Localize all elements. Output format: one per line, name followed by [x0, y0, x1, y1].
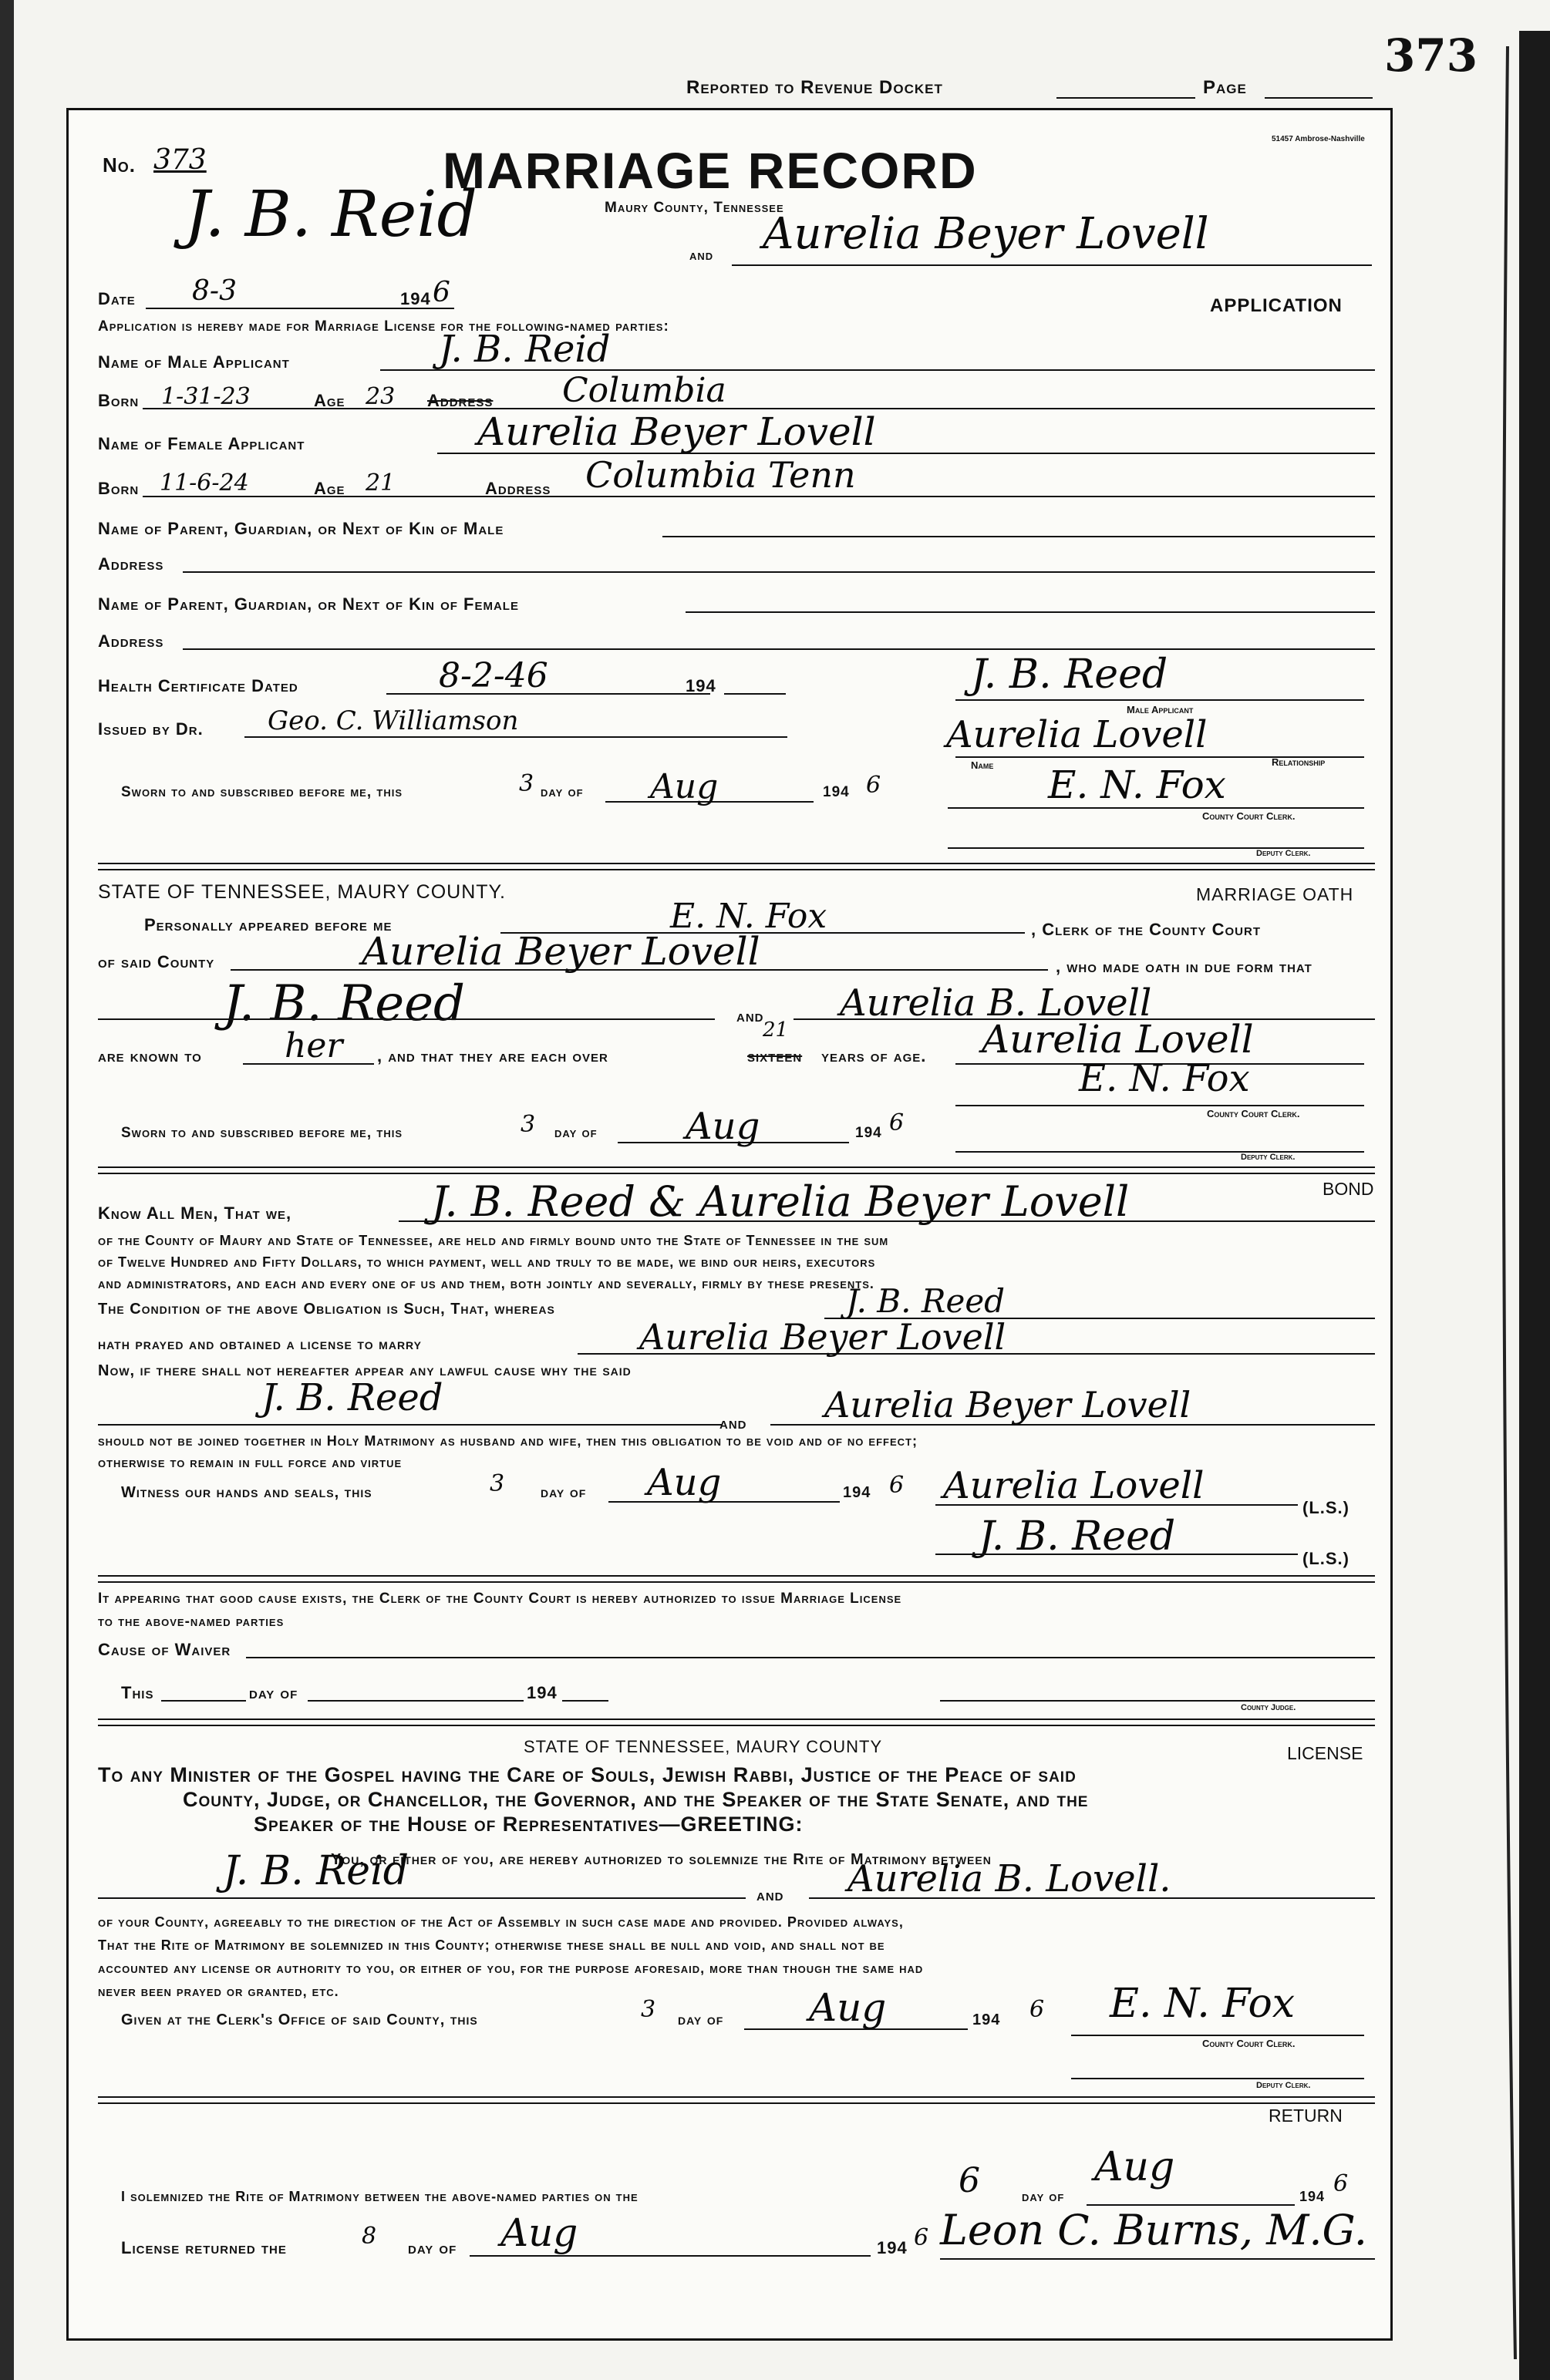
license-groom-line: [98, 1897, 746, 1899]
of-said-label: of said County: [98, 952, 215, 971]
oath-sworn-label: Sworn to and subscribed before me, this: [121, 1125, 403, 1141]
parent-male-address-label: Address: [98, 554, 164, 574]
male-applicant-caption: Male Applicant: [1127, 704, 1194, 715]
age-value: 21: [763, 1018, 789, 1042]
parent-male-label: Name of Parent, Guardian, or Next of Kin of Male: [98, 519, 504, 538]
waiver-day-line: [308, 1700, 524, 1702]
male-born-label: Born: [98, 391, 140, 410]
oath-and-label: and: [736, 1006, 764, 1025]
now-label: Now, if there shall not hereafter appear any lawful cause why the said: [98, 1362, 632, 1379]
otherwise-label: otherwise to remain in full force and virtue: [98, 1455, 403, 1470]
app-deputy-caption: Deputy Clerk.: [1256, 849, 1311, 858]
application-section: APPLICATION: [1210, 295, 1343, 316]
divider-4: [98, 1719, 1375, 1726]
oath-sworn-month: Aug: [686, 1105, 760, 1148]
bond-line-3: and administrators, and each and every one of us and them, both jointly and severally, firmly by these presents.: [98, 1276, 874, 1291]
male-applicant-signature: J. B. Reed: [971, 651, 1168, 698]
witness-year: 194: [843, 1484, 871, 1501]
given-day: 3: [641, 1996, 656, 2023]
form-code: 51457 Ambrose-Nashville: [1272, 135, 1365, 143]
bond-signature-1: Aurelia Lovell: [943, 1464, 1205, 1507]
known-label: are known to: [98, 1046, 202, 1065]
female-born-value: 11-6-24: [160, 470, 249, 497]
ls-label-2: (L.S.): [1302, 1549, 1350, 1568]
license-groom: J. B. Reid: [223, 1848, 409, 1894]
bond-sig1-line: [935, 1504, 1298, 1506]
appeared-label: Personally appeared before me: [144, 915, 393, 934]
divider-1: [98, 863, 1375, 870]
license-to-line-1: To any Minister of the Gospel having the Care of Souls, Jewish Rabbi, Justice of the Peace of said: [98, 1763, 1077, 1786]
license-deputy-line: [1071, 2078, 1364, 2079]
given-year: 194: [972, 2011, 1001, 2028]
page-label: Page: [1203, 77, 1247, 98]
oath-bride-signature: Aurelia Lovell: [982, 1017, 1254, 1062]
parent-female-line: [686, 611, 1375, 613]
witness-month: Aug: [647, 1461, 722, 1504]
date-year-suffix: 6: [433, 277, 450, 308]
returned-line: [470, 2255, 871, 2257]
solemnized-day: 6: [959, 2161, 980, 2200]
parent-male-line: [662, 536, 1375, 537]
oath-groom-line: [98, 1018, 715, 1020]
female-age-label: Age: [314, 479, 345, 498]
judge-caption: County Judge.: [1241, 1703, 1296, 1712]
app-sworn-year: 194: [823, 784, 850, 800]
app-clerk-caption: County Court Clerk.: [1202, 810, 1296, 822]
known-value: her: [285, 1026, 343, 1065]
license-and-label: and: [756, 1885, 784, 1904]
health-year-label: 194: [686, 676, 716, 695]
should-label: should not be joined together in Holy Matrimony as husband and wife, then this obligation to be void and of no effect;: [98, 1433, 918, 1449]
return-section: RETURN: [1269, 2106, 1343, 2126]
health-cert-value: 8-2-46: [439, 656, 548, 695]
ls-label-1: (L.S.): [1302, 1498, 1350, 1517]
license-section: LICENSE: [1287, 1743, 1363, 1763]
bond-section: BOND: [1323, 1179, 1374, 1199]
header-bride: Aurelia Beyer Lovell: [763, 209, 1209, 259]
app-sworn-month: Aug: [650, 767, 719, 806]
solemnized-year: 194: [1299, 2189, 1326, 2204]
oath-sworn-year-suffix: 6: [889, 1109, 905, 1136]
male-sig-line: [955, 699, 1364, 701]
bond-and-label: and: [719, 1413, 747, 1432]
parent-male-address-line: [183, 571, 1375, 573]
returned-year: 194: [877, 2238, 908, 2257]
app-sworn-year-suffix: 6: [866, 772, 881, 799]
form-title: MARRIAGE RECORD: [443, 142, 978, 199]
oath-clerk-signature: E. N. Fox: [1079, 1057, 1250, 1100]
minister-signature: Leon C. Burns, M.G.: [940, 2206, 1367, 2254]
sixteen-label: sixteen: [747, 1046, 803, 1065]
given-month: Aug: [809, 1985, 887, 2030]
license-state-label: STATE OF TENNESSEE, MAURY COUNTY: [524, 1737, 883, 1756]
bond-signature-2: J. B. Reed: [979, 1513, 1176, 1560]
issued-by-label: Issued by Dr.: [98, 719, 204, 739]
header-bride-line: [732, 264, 1372, 266]
record-no-label: No.: [103, 153, 136, 177]
witness-label: Witness our hands and seals, this: [121, 1484, 372, 1501]
health-cert-line: [386, 693, 710, 695]
oath-day-of-label: day of: [554, 1125, 598, 1141]
female-address-value: Columbia Tenn: [585, 454, 856, 496]
you-label: You, or either of you, are hereby authorized to solemnize the Rite of Matrimony between: [331, 1851, 992, 1868]
female-born-label: Born: [98, 479, 140, 498]
app-sworn-label: Sworn to and subscribed before me, this: [121, 784, 403, 800]
waiver-this-label: This: [121, 1683, 154, 1702]
license-bride: Aurelia B. Lovell.: [847, 1857, 1171, 1900]
returned-month: Aug: [500, 2210, 578, 2255]
female-applicant-label: Name of Female Applicant: [98, 434, 305, 453]
license-clerk-line: [1071, 2035, 1364, 2036]
county-title: Maury County, Tennessee: [605, 200, 784, 216]
male-applicant-value: J. B. Reid: [439, 328, 611, 371]
condition-label: The Condition of the above Obligation is Such, That, whereas: [98, 1301, 555, 1318]
app-clerk-signature: E. N. Fox: [1048, 762, 1226, 807]
license-p2: That the Rite of Matrimony be solemnized in this County; otherwise these shall be null and void, and shall not be: [98, 1937, 885, 1953]
returned-year-suffix: 6: [914, 2224, 929, 2251]
parent-female-address-label: Address: [98, 631, 164, 651]
female-applicant-signature: Aurelia Lovell: [946, 713, 1208, 756]
license-clerk-caption: County Court Clerk.: [1202, 2038, 1296, 2049]
returned-day-of: day of: [408, 2238, 457, 2257]
cause-line: [246, 1657, 1375, 1658]
divider-3: [98, 1575, 1375, 1583]
hath-value: Aurelia Beyer Lovell: [639, 1316, 1006, 1358]
oath-sworn-year: 194: [855, 1125, 882, 1141]
record-no-value: 373: [153, 144, 207, 176]
witness-day-of: day of: [541, 1484, 587, 1501]
given-year-suffix: 6: [1029, 1996, 1045, 2023]
waiver-this-line: [161, 1700, 246, 1702]
date-year-prefix: 194: [400, 289, 431, 308]
male-born-value: 1-31-23: [161, 383, 251, 410]
given-day-of: day of: [678, 2011, 724, 2028]
appeared-value: E. N. Fox: [670, 897, 827, 936]
oath-state-label: STATE OF TENNESSEE, MAURY COUNTY.: [98, 881, 506, 903]
page-line: [1265, 97, 1373, 99]
app-day-of-label: day of: [541, 784, 584, 800]
app-clerk-line: [948, 807, 1364, 809]
cause-label: Cause of Waiver: [98, 1640, 231, 1659]
date-value: 8-3: [192, 275, 237, 307]
oath-deputy-line: [955, 1151, 1364, 1153]
health-cert-label: Health Certificate Dated: [98, 676, 298, 695]
health-year-line: [724, 693, 786, 695]
bond-groom: J. B. Reed: [261, 1376, 443, 1419]
solemnized-year-suffix: 6: [1333, 2170, 1349, 2197]
marriage-record-form: [66, 108, 1393, 2341]
waiver-day-of: day of: [249, 1683, 298, 1702]
app-sworn-day: 3: [519, 770, 534, 797]
clerk-of-label: , Clerk of the County Court: [1031, 920, 1261, 939]
relationship-caption: Relationship: [1272, 756, 1326, 768]
license-clerk-signature: E. N. Fox: [1110, 1981, 1296, 2027]
witness-line: [608, 1501, 840, 1503]
male-age-label: Age: [314, 391, 345, 410]
parent-female-address-line: [183, 648, 1375, 650]
bond-bride: Aurelia Beyer Lovell: [824, 1384, 1191, 1426]
oath-groom: J. B. Reed: [223, 975, 465, 1032]
license-p1: of your County, agreeably to the direction of the Act of Assembly in such case made and provided. Provided always,: [98, 1914, 904, 1930]
minister-line: [940, 2258, 1375, 2260]
license-to-line-3: Speaker of the House of Representatives—GREETING:: [254, 1813, 804, 1836]
hath-label: hath prayed and obtained a license to marry: [98, 1336, 422, 1353]
license-p3: accounted any license or authority to you, or either of you, for the purpose aforesaid, more than though the same had: [98, 1961, 924, 1976]
female-born-line: [143, 496, 1375, 497]
parent-female-label: Name of Parent, Guardian, or Next of Kin of Female: [98, 594, 519, 614]
male-age-value: 23: [366, 383, 396, 410]
oath-clerk-caption: County Court Clerk.: [1207, 1108, 1300, 1119]
over-label: , and that they are each over: [377, 1046, 608, 1065]
female-address-label: Address: [485, 479, 551, 498]
oath-clerk-line: [955, 1105, 1364, 1106]
solemnized-month: Aug: [1094, 2144, 1175, 2190]
date-label: Date: [98, 289, 136, 308]
male-address-label: Address: [427, 391, 494, 410]
bond-line-2: of Twelve Hundred and Fifty Dollars, to which payment, well and truly to be made, we bind our heirs, executors: [98, 1254, 876, 1270]
license-p4: never been prayed or granted, etc.: [98, 1984, 339, 1999]
reported-label: Reported to Revenue Docket: [686, 77, 943, 98]
solemnized-label: I solemnized the Rite of Matrimony between the above-named parties on the: [121, 2189, 639, 2204]
page-number: 373: [1384, 29, 1478, 82]
know-value: J. B. Reed & Aurelia Beyer Lovell: [431, 1177, 1130, 1226]
male-address-value: Columbia: [562, 371, 726, 410]
witness-day: 3: [490, 1470, 505, 1497]
years-label: years of age.: [821, 1046, 927, 1065]
oath-sworn-day: 3: [521, 1111, 536, 1138]
waiver-line-1: It appearing that good cause exists, the Clerk of the County Court is hereby authorized to issue Marriage License: [98, 1591, 902, 1607]
oath-deputy-caption: Deputy Clerk.: [1241, 1153, 1296, 1162]
judge-line: [940, 1700, 1375, 1702]
application-made-text: Application is hereby made for Marriage License for the following-named parties:: [98, 318, 669, 335]
bond-sig2-line: [935, 1554, 1298, 1555]
issued-by-line: [244, 736, 787, 738]
know-label: Know All Men, That we,: [98, 1203, 292, 1223]
header-groom: J. B. Reid: [184, 178, 478, 251]
male-applicant-label: Name of Male Applicant: [98, 352, 290, 372]
name-caption: Name: [971, 759, 994, 771]
bond-line-1: of the County of Maury and State of Tennessee, are held and firmly bound unto the State of Tennessee in the sum: [98, 1233, 889, 1248]
female-age-value: 21: [366, 470, 396, 497]
license-deputy-caption: Deputy Clerk.: [1256, 2081, 1311, 2090]
divider-5: [98, 2096, 1375, 2104]
issued-by-value: Geo. C. Williamson: [268, 705, 519, 736]
female-applicant-value: Aurelia Beyer Lovell: [477, 409, 876, 454]
of-said-value: Aurelia Beyer Lovell: [362, 929, 760, 974]
returned-day: 8: [362, 2223, 377, 2250]
solemnized-day-of: day of: [1022, 2189, 1065, 2204]
oath-section: MARRIAGE OATH: [1196, 884, 1354, 904]
returned-label: License returned the: [121, 2238, 287, 2257]
who-label: , who made oath in due form that: [1056, 957, 1312, 976]
divider-2: [98, 1166, 1375, 1174]
header-and-label: and: [689, 247, 714, 263]
reported-line: [1056, 97, 1195, 99]
given-label: Given at the Clerk's Office of said County, this: [121, 2011, 478, 2028]
waiver-year-line: [562, 1700, 608, 1702]
witness-year-suffix: 6: [889, 1472, 905, 1499]
oath-bride: Aurelia B. Lovell: [840, 981, 1152, 1025]
waiver-line-2: to the above-named parties: [98, 1614, 285, 1630]
condition-value: J. B. Reed: [846, 1282, 1006, 1320]
license-to-line-2: County, Judge, or Chancellor, the Governor, and the Speaker of the State Senate, and the: [183, 1788, 1089, 1811]
bond-groom-line: [98, 1424, 723, 1426]
waiver-year: 194: [527, 1683, 558, 1702]
